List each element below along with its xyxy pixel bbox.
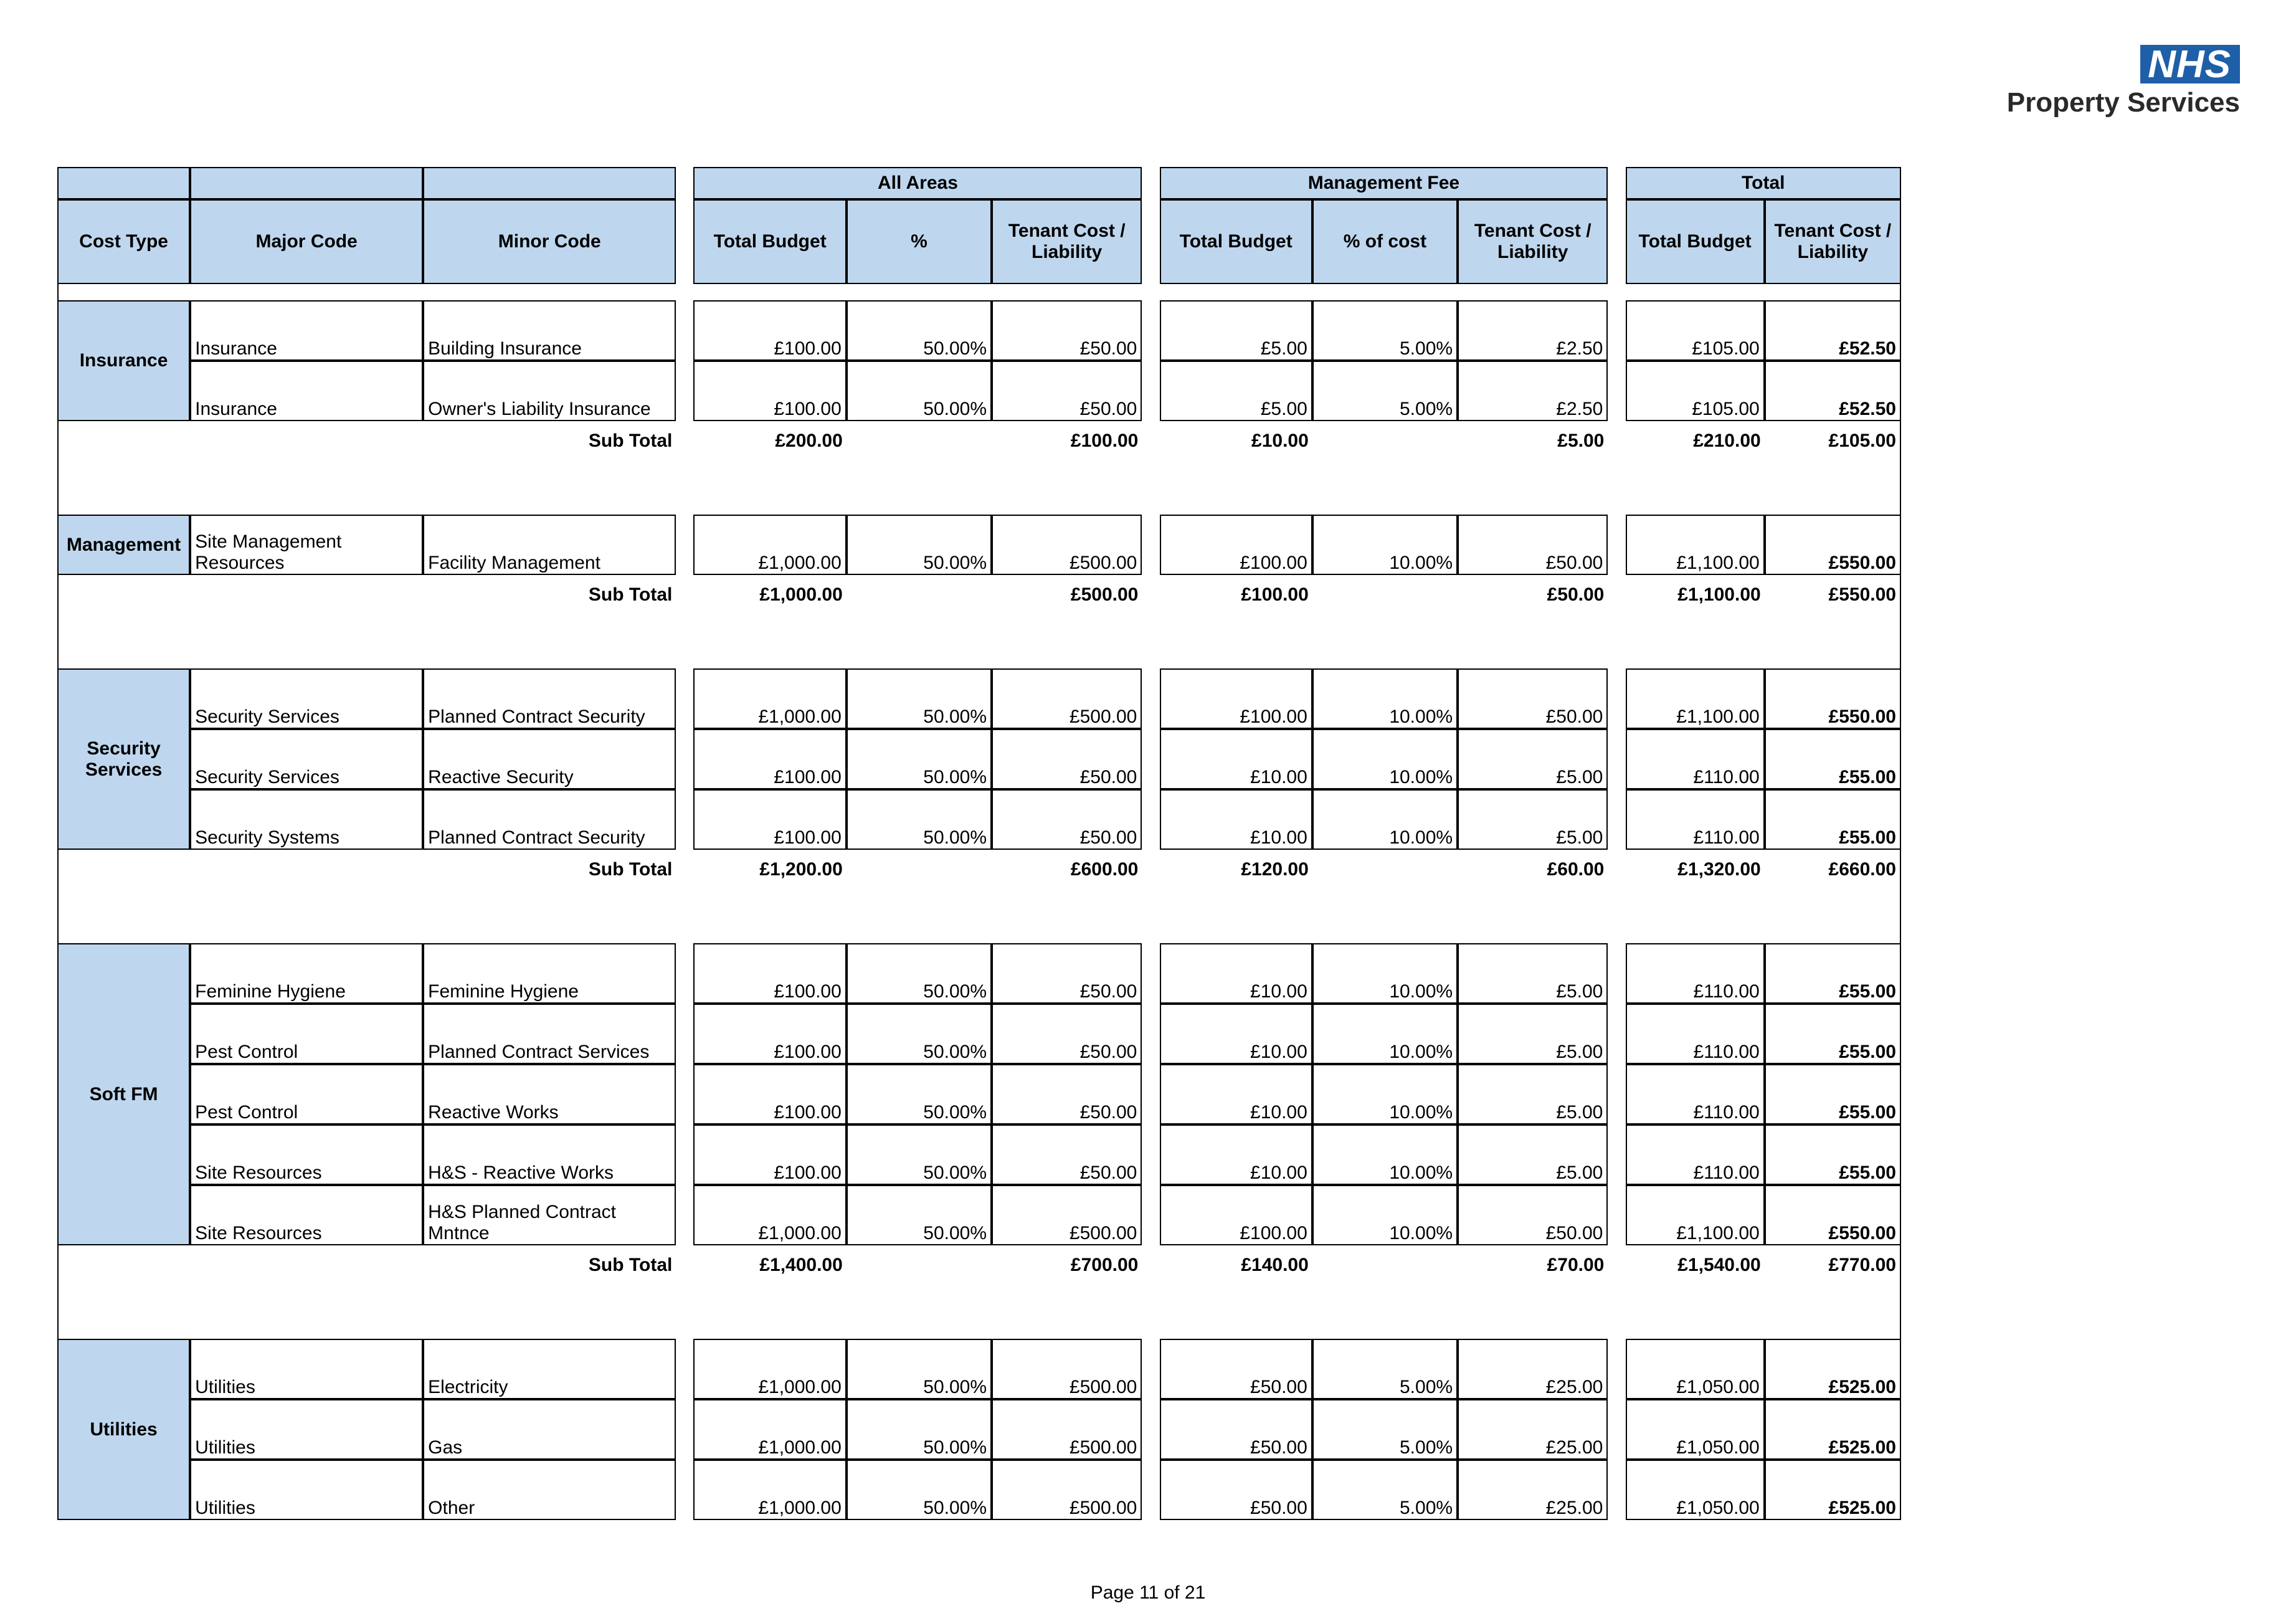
aa-percent-cell: 50.00% bbox=[847, 1124, 992, 1185]
aa-percent-cell: 50.00% bbox=[847, 1339, 992, 1399]
subtotal-t-total-budget: £1,320.00 bbox=[1677, 859, 1761, 880]
aa-total-budget-cell: £1,000.00 bbox=[693, 1460, 846, 1520]
subtotal-t-tenant-cost: £770.00 bbox=[1765, 1245, 1901, 1285]
mf-percent-cell: 10.00% bbox=[1312, 1064, 1458, 1124]
group-header-row bbox=[57, 167, 1901, 199]
subtotal-mf-total-budget: £120.00 bbox=[1241, 859, 1309, 880]
t-total-budget-cell: £1,100.00 bbox=[1626, 668, 1765, 729]
aa-percent-cell: 50.00% bbox=[847, 943, 992, 1004]
minor-code-cell: Planned Contract Security bbox=[423, 668, 676, 729]
t-total-budget-cell: £110.00 bbox=[1626, 729, 1765, 789]
subtotal-aa-tenant-cost: £500.00 bbox=[1070, 584, 1139, 605]
subtotal-t-total-budget: £1,100.00 bbox=[1677, 584, 1761, 605]
mf-percent-cell: 10.00% bbox=[1312, 943, 1458, 1004]
t-total-budget-header: Total Budget bbox=[1626, 199, 1765, 284]
mf-total-budget-cell: £50.00 bbox=[1160, 1460, 1312, 1520]
mf-total-budget-cell: £50.00 bbox=[1160, 1339, 1312, 1399]
aa-total-budget-cell: £100.00 bbox=[693, 789, 846, 850]
mf-tenant-cost-cell: £5.00 bbox=[1458, 789, 1608, 850]
table-row bbox=[57, 1185, 1901, 1245]
mf-tenant-cost-cell: £50.00 bbox=[1458, 1185, 1608, 1245]
subtotal-t-total-budget: £210.00 bbox=[1693, 430, 1761, 451]
aa-percent-cell: 50.00% bbox=[847, 515, 992, 575]
mf-total-budget-cell: £5.00 bbox=[1160, 300, 1312, 361]
t-tenant-cost-cell: £550.00 bbox=[1765, 1185, 1901, 1245]
mf-percent-header: % of cost bbox=[1312, 199, 1458, 284]
t-total-budget-cell: £105.00 bbox=[1626, 361, 1765, 421]
t-tenant-cost-cell: £55.00 bbox=[1765, 1064, 1901, 1124]
t-total-budget-cell: £105.00 bbox=[1626, 300, 1765, 361]
aa-tenant-cost-cell: £500.00 bbox=[992, 515, 1142, 575]
mf-percent-cell: 10.00% bbox=[1312, 515, 1458, 575]
subtotal-label: Sub Total bbox=[57, 575, 676, 615]
blank-header-cell bbox=[57, 167, 190, 199]
subtotal-mf-total-budget: £100.00 bbox=[1241, 584, 1309, 605]
t-tenant-cost-cell: £525.00 bbox=[1765, 1399, 1901, 1460]
aa-total-budget-cell: £100.00 bbox=[693, 1064, 846, 1124]
service-charge-budget-table bbox=[57, 167, 1901, 1520]
t-total-budget-cell: £110.00 bbox=[1626, 1004, 1765, 1064]
t-tenant-cost-cell: £525.00 bbox=[1765, 1339, 1901, 1399]
aa-total-budget-cell: £100.00 bbox=[693, 1004, 846, 1064]
major-code-cell: Security Services bbox=[190, 729, 423, 789]
minor-code-cell: Reactive Works bbox=[423, 1064, 676, 1124]
subtotal-mf-tenant-cost: £60.00 bbox=[1547, 859, 1605, 880]
aa-tenant-cost-cell: £50.00 bbox=[992, 729, 1142, 789]
table-row bbox=[57, 729, 1901, 789]
mf-tenant-cost-cell: £5.00 bbox=[1458, 1064, 1608, 1124]
mf-percent-cell: 10.00% bbox=[1312, 668, 1458, 729]
table-row bbox=[57, 1004, 1901, 1064]
major-code-cell: Site Resources bbox=[190, 1124, 423, 1185]
subtotal-label: Sub Total bbox=[57, 850, 676, 890]
table-row bbox=[57, 1399, 1901, 1460]
mf-percent-cell: 10.00% bbox=[1312, 1185, 1458, 1245]
t-tenant-cost-cell: £55.00 bbox=[1765, 789, 1901, 850]
subtotal-aa-total-budget: £1,000.00 bbox=[759, 584, 843, 605]
cost-type-cell: Soft FM bbox=[57, 943, 190, 1245]
t-total-budget-cell: £110.00 bbox=[1626, 789, 1765, 850]
major-code-cell: Utilities bbox=[190, 1339, 423, 1399]
major-code-cell: Site Management Resources bbox=[190, 515, 423, 575]
cost-type-cell: Insurance bbox=[57, 300, 190, 421]
subtotal-aa-total-budget: £1,200.00 bbox=[759, 859, 843, 880]
subtotal-mf-total-budget: £10.00 bbox=[1251, 430, 1309, 451]
major-code-cell: Security Systems bbox=[190, 789, 423, 850]
major-code-cell: Insurance bbox=[190, 361, 423, 421]
mf-tenant-cost-cell: £25.00 bbox=[1458, 1460, 1608, 1520]
t-total-budget-cell: £110.00 bbox=[1626, 943, 1765, 1004]
subtotal-mf-tenant-cost: £70.00 bbox=[1547, 1255, 1605, 1275]
cost-type-cell: Security Services bbox=[57, 668, 190, 850]
aa-tenant-cost-header: Tenant Cost / Liability bbox=[992, 199, 1142, 284]
total-group-header: Total bbox=[1626, 167, 1902, 199]
mf-total-budget-cell: £10.00 bbox=[1160, 1004, 1312, 1064]
t-tenant-cost-cell: £550.00 bbox=[1765, 668, 1901, 729]
mf-tenant-cost-cell: £2.50 bbox=[1458, 361, 1608, 421]
aa-tenant-cost-cell: £50.00 bbox=[992, 789, 1142, 850]
cost-type-header: Cost Type bbox=[57, 199, 190, 284]
t-tenant-cost-cell: £55.00 bbox=[1765, 1124, 1901, 1185]
table-row bbox=[57, 361, 1901, 421]
subtotal-t-tenant-cost: £105.00 bbox=[1765, 421, 1901, 461]
mf-percent-cell: 5.00% bbox=[1312, 361, 1458, 421]
mf-percent-cell: 5.00% bbox=[1312, 1399, 1458, 1460]
all-areas-group-header: All Areas bbox=[693, 167, 1142, 199]
major-code-cell: Security Services bbox=[190, 668, 423, 729]
aa-tenant-cost-cell: £500.00 bbox=[992, 1460, 1142, 1520]
major-code-cell: Site Resources bbox=[190, 1185, 423, 1245]
major-code-cell: Utilities bbox=[190, 1460, 423, 1520]
mf-percent-cell: 5.00% bbox=[1312, 300, 1458, 361]
mf-tenant-cost-cell: £50.00 bbox=[1458, 515, 1608, 575]
minor-code-cell: H&S - Reactive Works bbox=[423, 1124, 676, 1185]
mf-total-budget-cell: £100.00 bbox=[1160, 1185, 1312, 1245]
minor-code-cell: Reactive Security bbox=[423, 729, 676, 789]
t-tenant-cost-cell: £525.00 bbox=[1765, 1460, 1901, 1520]
mf-percent-cell: 10.00% bbox=[1312, 729, 1458, 789]
t-tenant-cost-cell: £52.50 bbox=[1765, 300, 1901, 361]
table-row bbox=[57, 668, 1901, 729]
minor-code-header: Minor Code bbox=[423, 199, 676, 284]
t-total-budget-cell: £1,100.00 bbox=[1626, 1185, 1765, 1245]
aa-tenant-cost-cell: £500.00 bbox=[992, 1185, 1142, 1245]
table-row bbox=[57, 515, 1901, 575]
t-total-budget-cell: £110.00 bbox=[1626, 1064, 1765, 1124]
aa-total-budget-cell: £100.00 bbox=[693, 729, 846, 789]
table-row bbox=[57, 1064, 1901, 1124]
t-tenant-cost-cell: £55.00 bbox=[1765, 1004, 1901, 1064]
blank-header-cell bbox=[423, 167, 676, 199]
subtotal-mf-total-budget: £140.00 bbox=[1241, 1255, 1309, 1275]
mf-total-budget-cell: £5.00 bbox=[1160, 361, 1312, 421]
mf-total-budget-cell: £100.00 bbox=[1160, 668, 1312, 729]
minor-code-cell: Planned Contract Security bbox=[423, 789, 676, 850]
t-total-budget-cell: £1,050.00 bbox=[1626, 1460, 1765, 1520]
aa-total-budget-cell: £1,000.00 bbox=[693, 1339, 846, 1399]
aa-percent-cell: 50.00% bbox=[847, 789, 992, 850]
aa-tenant-cost-cell: £50.00 bbox=[992, 1064, 1142, 1124]
t-tenant-cost-cell: £55.00 bbox=[1765, 943, 1901, 1004]
subtotal-row bbox=[57, 421, 1901, 461]
mf-percent-cell: 10.00% bbox=[1312, 789, 1458, 850]
minor-code-cell: Facility Management bbox=[423, 515, 676, 575]
mf-tenant-cost-cell: £5.00 bbox=[1458, 729, 1608, 789]
t-tenant-cost-cell: £550.00 bbox=[1765, 515, 1901, 575]
nhs-property-services-logo bbox=[2003, 45, 2240, 118]
t-tenant-cost-header: Tenant Cost / Liability bbox=[1765, 199, 1901, 284]
subtotal-aa-total-budget: £200.00 bbox=[775, 430, 843, 451]
subtotal-mf-tenant-cost: £50.00 bbox=[1547, 584, 1605, 605]
major-code-cell: Pest Control bbox=[190, 1004, 423, 1064]
major-code-cell: Utilities bbox=[190, 1399, 423, 1460]
mf-total-budget-cell: £10.00 bbox=[1160, 1124, 1312, 1185]
aa-percent-cell: 50.00% bbox=[847, 1004, 992, 1064]
minor-code-cell: Electricity bbox=[423, 1339, 676, 1399]
table-row bbox=[57, 789, 1901, 850]
subtotal-mf-tenant-cost: £5.00 bbox=[1557, 430, 1605, 451]
t-total-budget-cell: £1,050.00 bbox=[1626, 1399, 1765, 1460]
aa-percent-cell: 50.00% bbox=[847, 729, 992, 789]
table-row bbox=[57, 1339, 1901, 1399]
aa-total-budget-header: Total Budget bbox=[693, 199, 846, 284]
t-tenant-cost-cell: £52.50 bbox=[1765, 361, 1901, 421]
mf-percent-cell: 10.00% bbox=[1312, 1124, 1458, 1185]
blank-header-cell bbox=[190, 167, 423, 199]
minor-code-cell: Building Insurance bbox=[423, 300, 676, 361]
mf-total-budget-cell: £10.00 bbox=[1160, 729, 1312, 789]
subtotal-aa-tenant-cost: £100.00 bbox=[1070, 430, 1139, 451]
subtotal-t-total-budget: £1,540.00 bbox=[1677, 1255, 1761, 1275]
t-total-budget-cell: £110.00 bbox=[1626, 1124, 1765, 1185]
aa-percent-cell: 50.00% bbox=[847, 1399, 992, 1460]
aa-total-budget-cell: £100.00 bbox=[693, 300, 846, 361]
aa-percent-cell: 50.00% bbox=[847, 361, 992, 421]
subtotal-aa-tenant-cost: £600.00 bbox=[1070, 859, 1139, 880]
aa-percent-cell: 50.00% bbox=[847, 300, 992, 361]
aa-tenant-cost-cell: £500.00 bbox=[992, 668, 1142, 729]
aa-total-budget-cell: £100.00 bbox=[693, 361, 846, 421]
major-code-cell: Insurance bbox=[190, 300, 423, 361]
mf-tenant-cost-cell: £50.00 bbox=[1458, 668, 1608, 729]
management-fee-group-header: Management Fee bbox=[1160, 167, 1608, 199]
mf-total-budget-cell: £100.00 bbox=[1160, 515, 1312, 575]
mf-tenant-cost-cell: £25.00 bbox=[1458, 1339, 1608, 1399]
mf-total-budget-cell: £10.00 bbox=[1160, 943, 1312, 1004]
aa-percent-cell: 50.00% bbox=[847, 1460, 992, 1520]
mf-percent-cell: 5.00% bbox=[1312, 1339, 1458, 1399]
subtotal-t-tenant-cost: £660.00 bbox=[1765, 850, 1901, 890]
mf-tenant-cost-cell: £5.00 bbox=[1458, 1004, 1608, 1064]
aa-tenant-cost-cell: £50.00 bbox=[992, 1004, 1142, 1064]
aa-percent-cell: 50.00% bbox=[847, 1185, 992, 1245]
t-total-budget-cell: £1,100.00 bbox=[1626, 515, 1765, 575]
aa-tenant-cost-cell: £50.00 bbox=[992, 361, 1142, 421]
cost-type-cell: Management bbox=[57, 515, 190, 575]
major-code-cell: Feminine Hygiene bbox=[190, 943, 423, 1004]
subtotal-aa-total-budget: £1,400.00 bbox=[759, 1255, 843, 1275]
aa-tenant-cost-cell: £50.00 bbox=[992, 943, 1142, 1004]
subtotal-label: Sub Total bbox=[57, 1245, 676, 1285]
major-code-header: Major Code bbox=[190, 199, 423, 284]
aa-total-budget-cell: £1,000.00 bbox=[693, 515, 846, 575]
aa-tenant-cost-cell: £500.00 bbox=[992, 1399, 1142, 1460]
aa-tenant-cost-cell: £50.00 bbox=[992, 1124, 1142, 1185]
mf-percent-cell: 10.00% bbox=[1312, 1004, 1458, 1064]
table-row bbox=[57, 943, 1901, 1004]
subtotal-t-tenant-cost: £550.00 bbox=[1765, 575, 1901, 615]
t-tenant-cost-cell: £55.00 bbox=[1765, 729, 1901, 789]
logo-subtitle: Property Services bbox=[2006, 87, 2240, 118]
minor-code-cell: Owner's Liability Insurance bbox=[423, 361, 676, 421]
page-number: Page 11 of 21 bbox=[1090, 1582, 1206, 1603]
mf-percent-cell: 5.00% bbox=[1312, 1460, 1458, 1520]
aa-percent-cell: 50.00% bbox=[847, 668, 992, 729]
table-row bbox=[57, 300, 1901, 361]
table-body bbox=[57, 284, 1901, 1520]
aa-tenant-cost-cell: £500.00 bbox=[992, 1339, 1142, 1399]
mf-tenant-cost-cell: £5.00 bbox=[1458, 1124, 1608, 1185]
major-code-cell: Pest Control bbox=[190, 1064, 423, 1124]
aa-total-budget-cell: £100.00 bbox=[693, 1124, 846, 1185]
table-row bbox=[57, 1124, 1901, 1185]
subtotal-aa-tenant-cost: £700.00 bbox=[1070, 1255, 1139, 1275]
aa-total-budget-cell: £1,000.00 bbox=[693, 1399, 846, 1460]
subtotal-row bbox=[57, 575, 1901, 615]
table-row bbox=[57, 1460, 1901, 1520]
column-header-row bbox=[57, 199, 1901, 284]
mf-total-budget-cell: £50.00 bbox=[1160, 1399, 1312, 1460]
subtotal-row bbox=[57, 850, 1901, 890]
mf-total-budget-header: Total Budget bbox=[1160, 199, 1312, 284]
cost-type-cell: Utilities bbox=[57, 1339, 190, 1520]
mf-tenant-cost-cell: £2.50 bbox=[1458, 300, 1608, 361]
nhs-logo-mark: NHS bbox=[2140, 45, 2240, 83]
minor-code-cell: Feminine Hygiene bbox=[423, 943, 676, 1004]
mf-tenant-cost-cell: £5.00 bbox=[1458, 943, 1608, 1004]
minor-code-cell: Gas bbox=[423, 1399, 676, 1460]
subtotal-label: Sub Total bbox=[57, 421, 676, 461]
mf-total-budget-cell: £10.00 bbox=[1160, 1064, 1312, 1124]
aa-percent-header: % bbox=[847, 199, 992, 284]
aa-percent-cell: 50.00% bbox=[847, 1064, 992, 1124]
aa-tenant-cost-cell: £50.00 bbox=[992, 300, 1142, 361]
aa-total-budget-cell: £100.00 bbox=[693, 943, 846, 1004]
mf-tenant-cost-header: Tenant Cost / Liability bbox=[1458, 199, 1608, 284]
aa-total-budget-cell: £1,000.00 bbox=[693, 1185, 846, 1245]
minor-code-cell: Planned Contract Services bbox=[423, 1004, 676, 1064]
minor-code-cell: H&S Planned Contract Mntnce bbox=[423, 1185, 676, 1245]
aa-total-budget-cell: £1,000.00 bbox=[693, 668, 846, 729]
mf-tenant-cost-cell: £25.00 bbox=[1458, 1399, 1608, 1460]
mf-total-budget-cell: £10.00 bbox=[1160, 789, 1312, 850]
t-total-budget-cell: £1,050.00 bbox=[1626, 1339, 1765, 1399]
subtotal-row bbox=[57, 1245, 1901, 1285]
minor-code-cell: Other bbox=[423, 1460, 676, 1520]
